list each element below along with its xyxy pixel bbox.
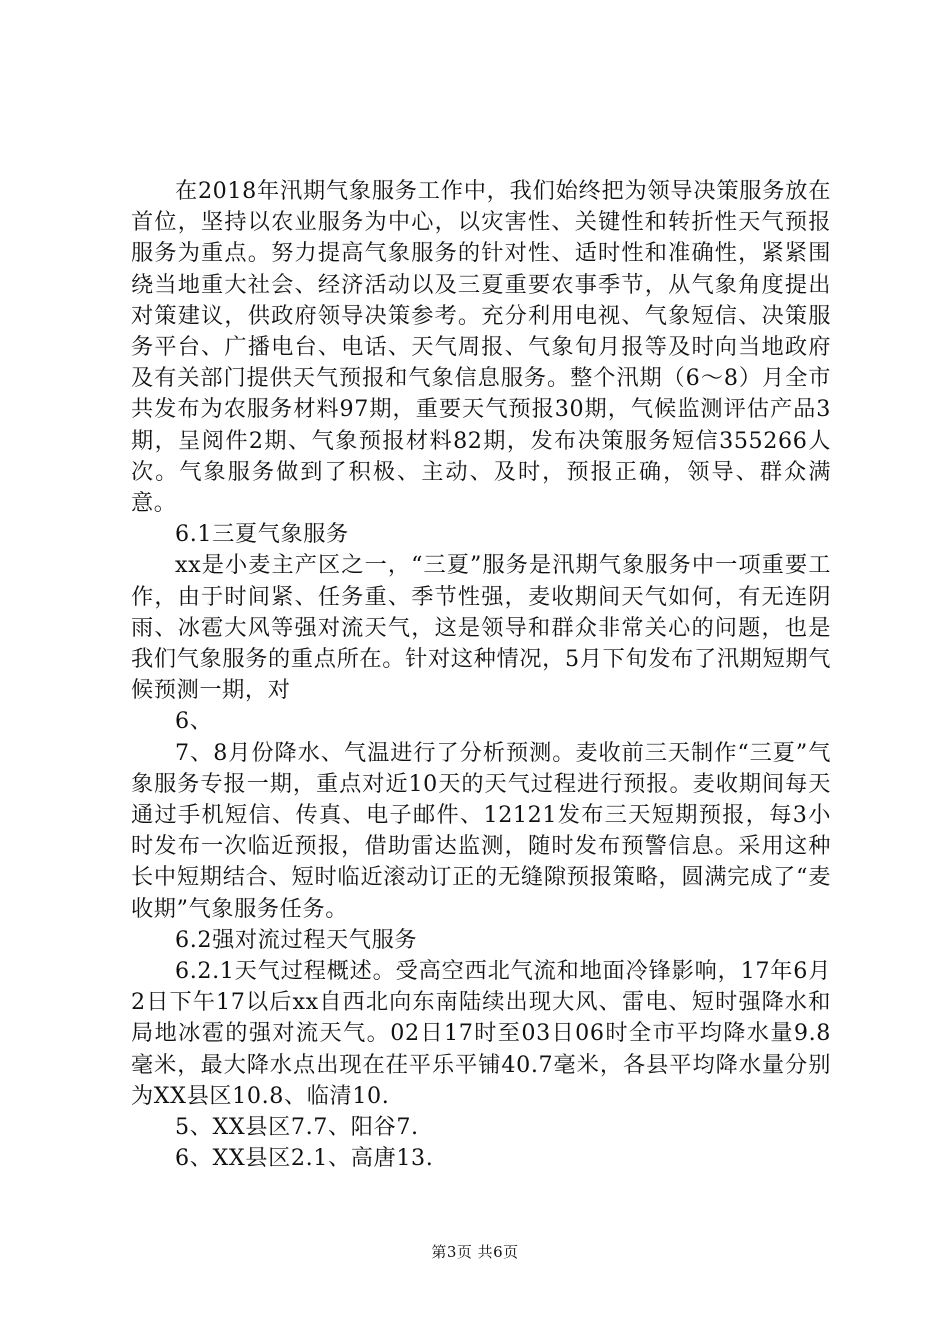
list-fragment-6b: 6、XX县区2.1、高唐13. xyxy=(175,1145,434,1172)
paragraph-sanxia: xx是小麦主产区之一，“三夏”服务是汛期气象服务中一项重要工作，由于时间紧、任务重、季节性强，麦收期间天气如何，有无连阴雨、冰雹大风等强对流天气，这是领导和群众非常关心的问题，也是我们气象服务的重点所在。针对这种情况，5月下旬发布了汛期短期气候预测一期，对 xyxy=(131,552,831,704)
list-fragment-6: 6、 xyxy=(175,708,213,735)
section-heading-6-2: 6.2强对流过程天气服务 xyxy=(175,926,418,953)
section-heading-6-1: 6.1三夏气象服务 xyxy=(175,521,349,548)
paragraph-month-forecast: 7、8月份降水、气温进行了分析预测。麦收前三天制作“三夏”气象服务专报一期，重点对近10天的天气过程进行预报。麦收期间每天通过手机短信、传真、电子邮件、12121发布三天短期预报，每3小时发布一次临近预报，借助雷达监测，随时发布预警信息。采用这种长中短期结合、短时临近滚动订正的无缝隙预报策略，圆满完成了“麦收期”气象服务任务。 xyxy=(131,739,831,922)
paragraph-weather-overview: 6.2.1天气过程概述。受高空西北气流和地面冷锋影响，17年6月2日下午17以后xx自西北向东南陆续出现大风、雷电、短时强降水和局地冰雹的强对流天气。02日17时至03日06时全市平均降水量9.8毫米，最大降水点出现在茌平乐平铺40.7毫米，各县平均降水量分别为XX县区10.8、临清10. xyxy=(131,958,831,1109)
paragraph-intro: 在2018年汛期气象服务工作中，我们始终把为领导决策服务放在首位，坚持以农业服务为中心，以灾害性、关键性和转折性天气预报服务为重点。努力提高气象服务的针对性、适时性和准确性，紧紧围绕当地重大社会、经济活动以及三夏重要农事季节，从气象角度提出对策建议，供政府领导决策参考。充分利用电视、气象短信、决策服务平台、广播电台、电话、天气周报、气象旬月报等及时向当地政府及有关部门提供天气预报和气象信息服务。整个汛期（6～8）月全市共发布为农服务材料97期，重要天气预报30期，气候监测评估产品3期，呈阅件2期、气象预报材料82期，发布决策服务短信355266人次。气象服务做到了积极、主动、及时，预报正确，领导、群众满意。 xyxy=(131,178,831,517)
list-fragment-5: 5、XX县区7.7、阳谷7. xyxy=(175,1114,419,1141)
document-body xyxy=(131,176,831,1175)
page-footer: 第3页 共6页 xyxy=(431,1243,519,1261)
